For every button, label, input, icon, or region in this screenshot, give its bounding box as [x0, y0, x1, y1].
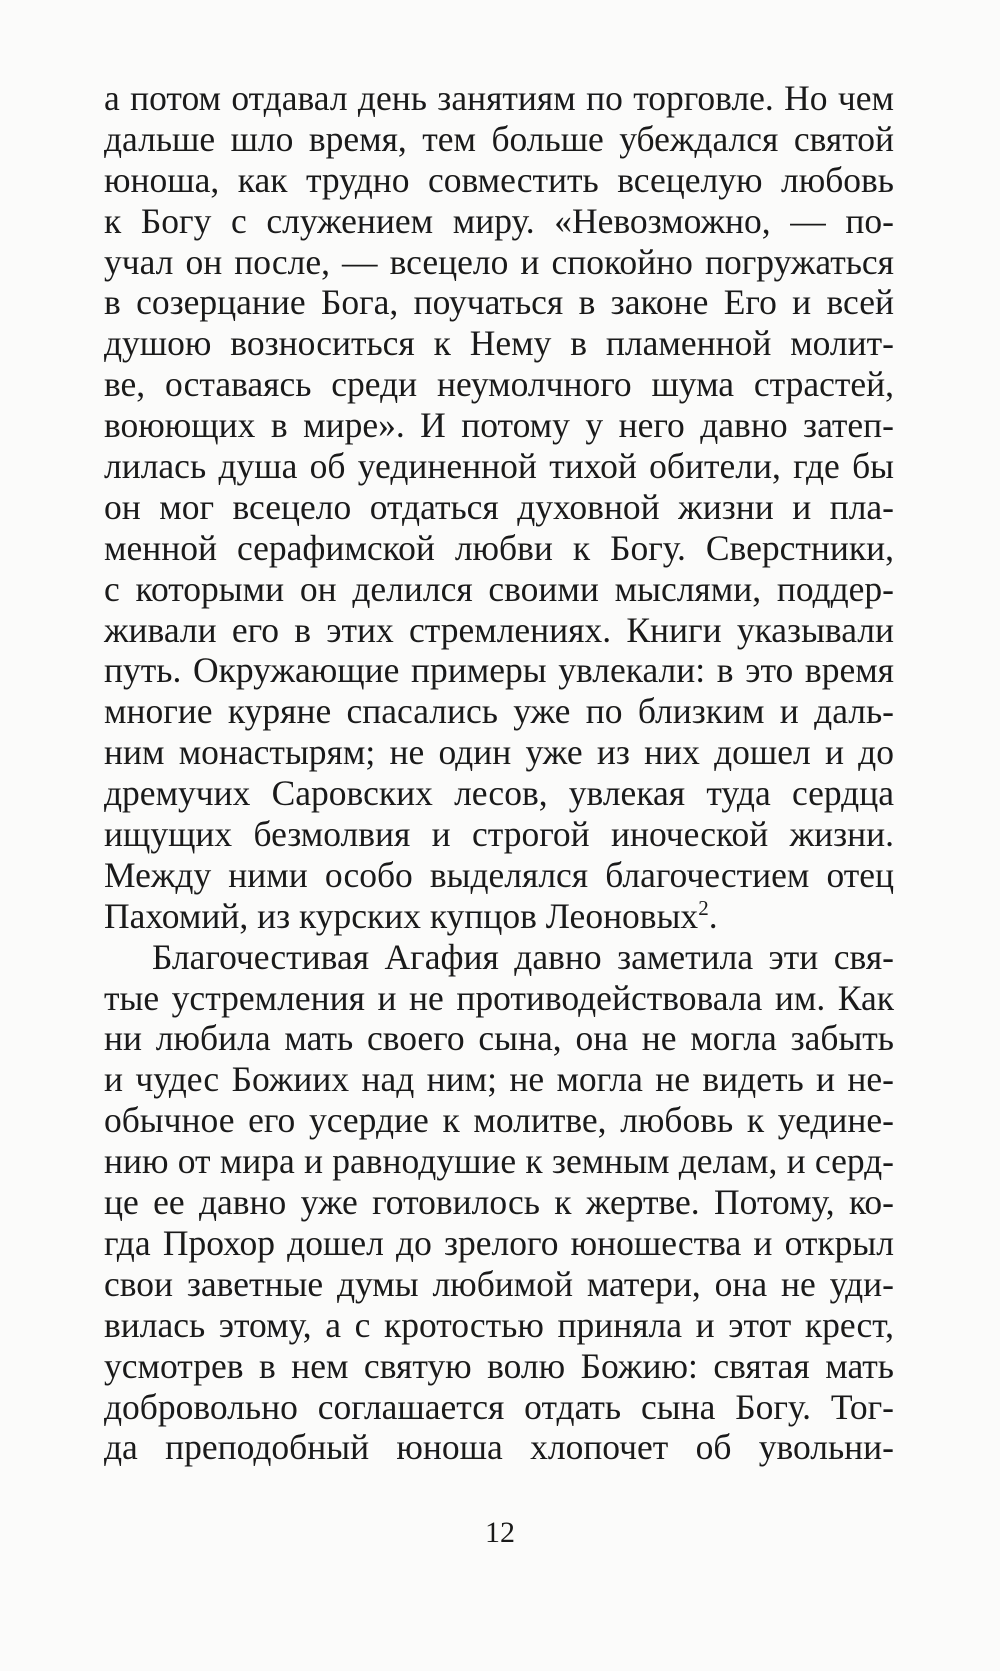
text-line: дальше шло время, тем больше убеждался святой: [104, 118, 894, 159]
text-line: лилась душа об уединенной тихой обители, где бы: [104, 446, 894, 487]
text-line: в созерцание Бога, поучаться в законе Его и всей: [104, 282, 894, 323]
text-line: Между ними особо выделялся благочестием отец: [104, 854, 894, 895]
footnote-reference[interactable]: 2: [698, 895, 709, 920]
body-text: [104, 78, 894, 1468]
text-line: менной серафимской любви к Богу. Сверстники,: [104, 527, 894, 568]
text-line: живали его в этих стремлениях. Книги указывали: [104, 609, 894, 650]
text-line: и чудес Божиих над ним; не могла не видеть и не-: [104, 1059, 894, 1100]
text-line: ним монастырям; не один уже из них дошел и до: [104, 732, 894, 773]
text-line: Благочестивая Агафия давно заметила эти свя-: [152, 936, 894, 977]
text-line: дремучих Саровских лесов, увлекая туда сердца: [104, 773, 894, 814]
paragraph-1: [104, 78, 894, 937]
text-line: добровольно соглашается отдать сына Богу. Тог-: [104, 1386, 894, 1427]
paragraph-2: [104, 937, 894, 1469]
page-number: 12: [485, 1516, 515, 1549]
text-line: да преподобный юноша хлопочет об увольни-: [104, 1427, 894, 1468]
text-line: путь. Окружающие примеры увлекали: в это время: [104, 650, 894, 691]
text-run: .: [708, 895, 718, 936]
text-line: воюющих в мире». И потому у него давно затеп-: [104, 405, 894, 446]
text-line: ни любила мать своего сына, она не могла забыть: [104, 1018, 894, 1059]
text-line: ищущих безмолвия и строгой иноческой жизни.: [104, 814, 894, 855]
text-run: Пахомий, из курских купцов Леоновых: [104, 895, 699, 936]
text-line: обычное его усердие к молитве, любовь к уедине-: [104, 1100, 894, 1141]
text-line: нию от мира и равнодушие к земным делам, и серд-: [104, 1141, 894, 1182]
text-line: душою возноситься к Нему в пламенной молит-: [104, 323, 894, 364]
text-line: усмотрев в нем святую волю Божию: святая мать: [104, 1345, 894, 1386]
text-line: вилась этому, а с кротостью приняла и этот крест,: [104, 1304, 894, 1345]
text-line: ве, оставаясь среди неумолчного шума страстей,: [104, 364, 894, 405]
paragraph-last-line: [104, 896, 894, 937]
text-line: а потом отдавал день занятиям по торговле. Но чем: [104, 78, 894, 118]
text-line: многие куряне спасались уже по близким и даль-: [104, 691, 894, 732]
text-line: це ее давно уже готовилось к жертве. Потому, ко-: [104, 1182, 894, 1223]
text-line: свои заветные думы любимой матери, она не уди-: [104, 1263, 894, 1304]
text-line: к Богу с служением миру. «Невозможно, — по-: [104, 200, 894, 241]
text-line: учал он после, — всецело и спокойно погружаться: [104, 241, 894, 282]
text-line: с которыми он делился своими мыслями, поддер-: [104, 568, 894, 609]
text-line: тые устремления и не противодействовала им. Как: [104, 977, 894, 1018]
text-line: он мог всецело отдаться духовной жизни и пла-: [104, 486, 894, 527]
text-line: юноша, как трудно совместить всецелую любовь: [104, 159, 894, 200]
text-line: гда Прохор дошел до зрелого юношества и открыл: [104, 1222, 894, 1263]
